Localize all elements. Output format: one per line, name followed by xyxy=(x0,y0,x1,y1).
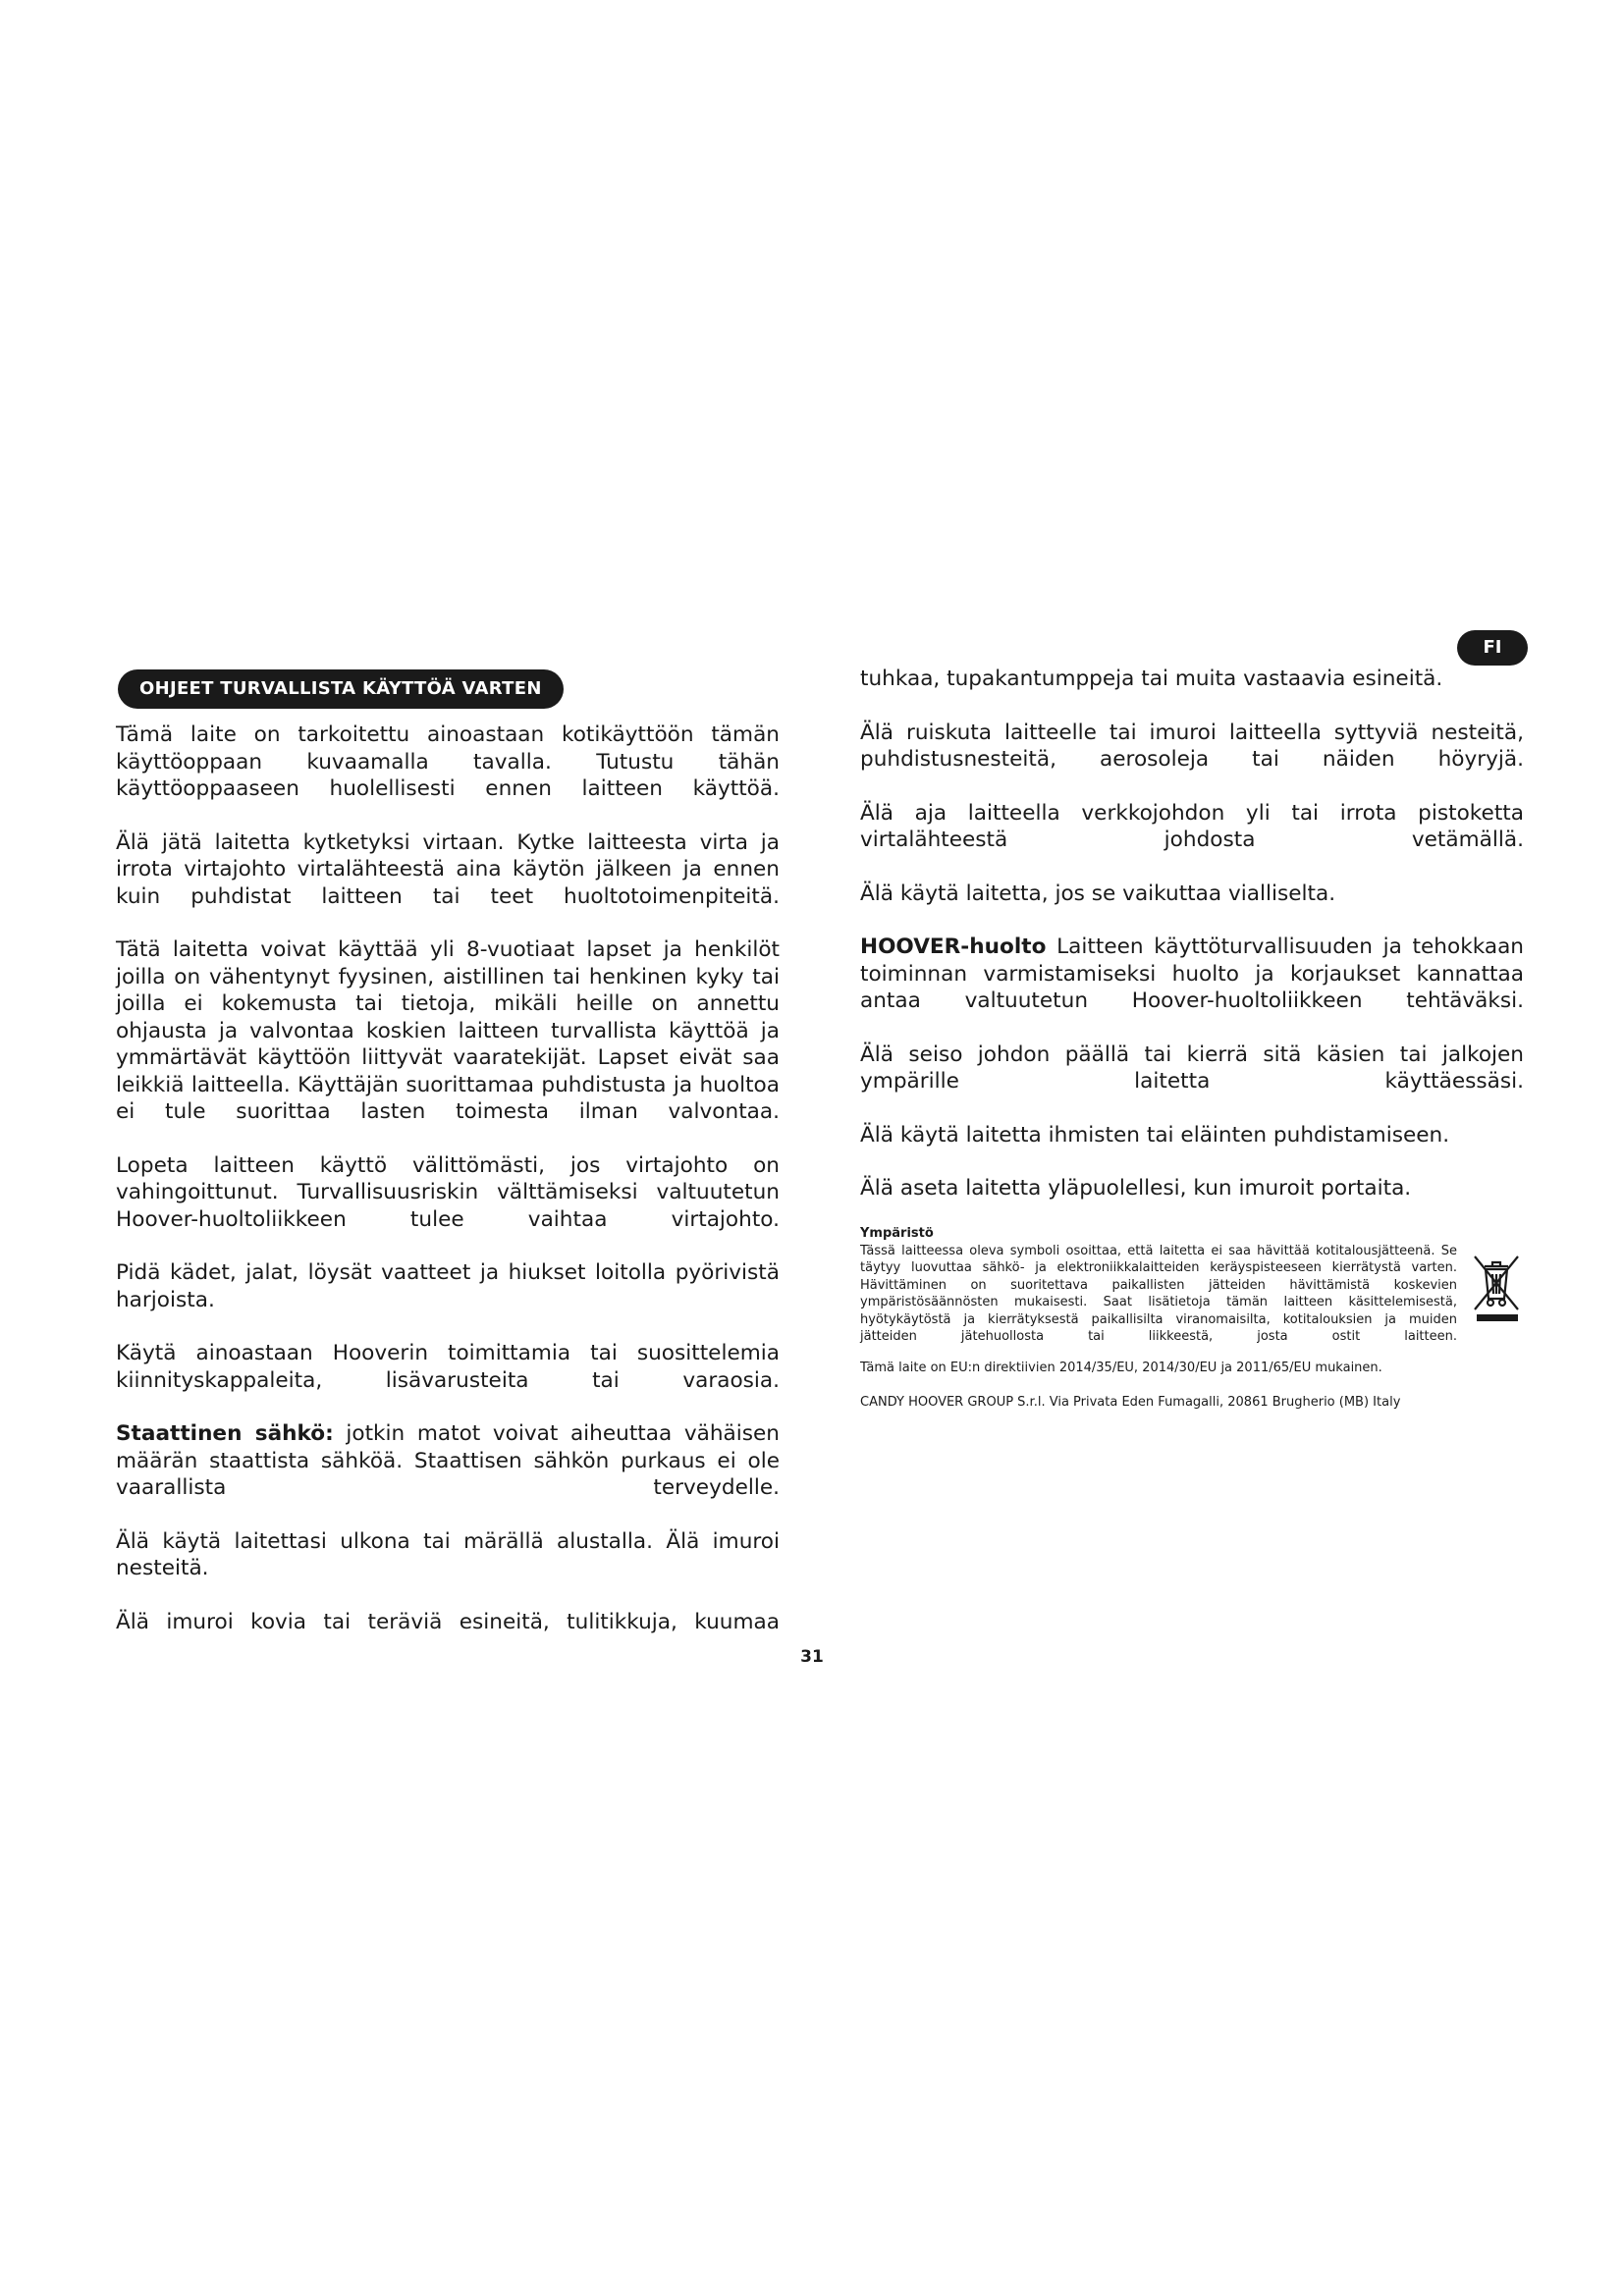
left-column xyxy=(116,721,780,1662)
service-label: HOOVER-huolto xyxy=(860,934,1047,959)
paragraph-flammable-liquids: Älä ruiskuta laitteelle tai imuroi laitteella syttyviä nesteitä, puhdistusnesteitä, aerosoleja tai näiden höyryjä. xyxy=(860,720,1524,772)
paragraph-unplug: Älä jätä laitetta kytketyksi virtaan. Kytke laitteesta virta ja irrota virtajohto virtalähteestä aina käytön jälkeen ja ennen kuin puhdistat laitteen tai teet huoltotoimenpiteitä. xyxy=(116,829,780,909)
environment-title: Ympäristö xyxy=(860,1226,934,1241)
paragraph-hoover-service xyxy=(860,934,1524,1015)
environment-section xyxy=(860,1225,1524,1412)
static-label: Staattinen sähkö: xyxy=(116,1421,334,1446)
paragraph-standing-on-cord: Älä seiso johdon päällä tai kierrä sitä käsien tai jalkojen ympärille laitetta käyttäessäsi. xyxy=(860,1041,1524,1094)
paragraph-outdoor: Älä käytä laitettasi ulkona tai märällä alustalla. Älä imuroi nesteitä. xyxy=(116,1528,780,1580)
crossed-out-wheelie-bin-icon xyxy=(1469,1245,1524,1323)
directive-note: Tämä laite on EU:n direktiivien 2014/35/EU, 2014/30/EU ja 2011/65/EU mukainen. xyxy=(860,1360,1382,1375)
paragraph-hard-objects: Älä imuroi kovia tai teräviä esineitä, tulitikkuja, kuumaa xyxy=(116,1609,780,1634)
paragraph-rotating-brushes: Pidä kädet, jalat, löysät vaatteet ja hiukset loitolla pyörivistä harjoista. xyxy=(116,1260,780,1312)
right-column xyxy=(860,666,1524,1229)
paragraph-faulty-device: Älä käytä laitetta, jos se vaikuttaa vialliselta. xyxy=(860,881,1336,906)
paragraph-intended-use: Tämä laite on tarkoitettu ainoastaan kotikäyttöön tämän käyttöoppaan kuvaamalla tavalla. Tutustu tähän käyttöoppaaseen huolellisesti ennen laitteen käyttöä. xyxy=(116,722,780,801)
environment-text: Tässä laitteessa oleva symboli osoittaa, että laitetta ei saa hävittää kotitalousjätteenä. Se täytyy luovuttaa sähkö- ja elektroniikkalaitteiden keräyspisteeseen kierrätystä varten. Hävittäminen on suoritettava paikallisten jätteiden hävittämistä koskevien ympäristösäännösten mukaisesti. Saat lisätietoja tämän laitteen käsittelemisestä, hyötykäytöstä ja kierrätyksestä paikallisilta viranomaisilta, kotitalouksien ja muiden jätteiden jätehuollosta tai liikkeestä, josta ostit laitteen. xyxy=(860,1243,1457,1344)
paragraph-people-animals: Älä käytä laitetta ihmisten tai eläinten puhdistamiseen. xyxy=(860,1122,1450,1148)
paragraph-static-electricity xyxy=(116,1420,780,1502)
paragraph-stairs: Älä aseta laitetta yläpuolellesi, kun imuroit portaita. xyxy=(860,1176,1412,1201)
paragraph-ash-continued: tuhkaa, tupakantumppeja tai muita vastaavia esineitä. xyxy=(860,667,1443,691)
manufacturer-address: CANDY HOOVER GROUP S.r.l. Via Privata Eden Fumagalli, 20861 Brugherio (MB) Italy xyxy=(860,1395,1401,1410)
paragraph-damaged-cord: Lopeta laitteen käyttö välittömästi, jos virtajohto on vahingoittunut. Turvallisuusriskin välttämiseksi valtuutetun Hoover-huoltoliikkeen tulee vaihtaa virtajohto. xyxy=(116,1152,780,1232)
paragraph-cord-handling: Älä aja laitteella verkkojohdon yli tai irrota pistoketta virtalähteestä johdosta vetämällä. xyxy=(860,800,1524,852)
page-number: 31 xyxy=(800,1647,824,1667)
language-badge: FI xyxy=(1457,630,1528,666)
paragraph-accessories: Käytä ainoastaan Hooverin toimittamia tai suosittelemia kiinnityskappaleita, lisävarusteita tai varaosia. xyxy=(116,1341,780,1393)
static-text: jotkin matot voivat aiheuttaa vähäisen määrän staattista sähköä. Staattisen sähkön purkaus ei ole vaarallista terveydelle. xyxy=(116,1421,780,1500)
paragraph-children: Tätä laitetta voivat käyttää yli 8-vuotiaat lapset ja henkilöt joilla on vähentynyt fyysinen, aistillinen tai henkinen kyky tai joilla ei kokemusta tai tietoja, mikäli heille on annettu ohjausta ja valvontaa koskien laitteen turvallista käyttöä ja ymmärtävät käyttöön liittyvät vaaratekijät. Lapset eivät saa leikkiä laitteella. Käyttäjän suorittamaa puhdistusta ja huoltoa ei tule suorittaa lasten toimesta ilman valvontaa. xyxy=(116,937,780,1124)
service-text: Laitteen käyttöturvallisuuden ja tehokkaan toiminnan varmistamiseksi huolto ja korjaukset kannattaa antaa valtuutetun Hoover-huoltoliikkeen tehtäväksi. xyxy=(860,934,1524,1013)
section-title: OHJEET TURVALLISTA KÄYTTÖÄ VARTEN xyxy=(118,669,564,709)
